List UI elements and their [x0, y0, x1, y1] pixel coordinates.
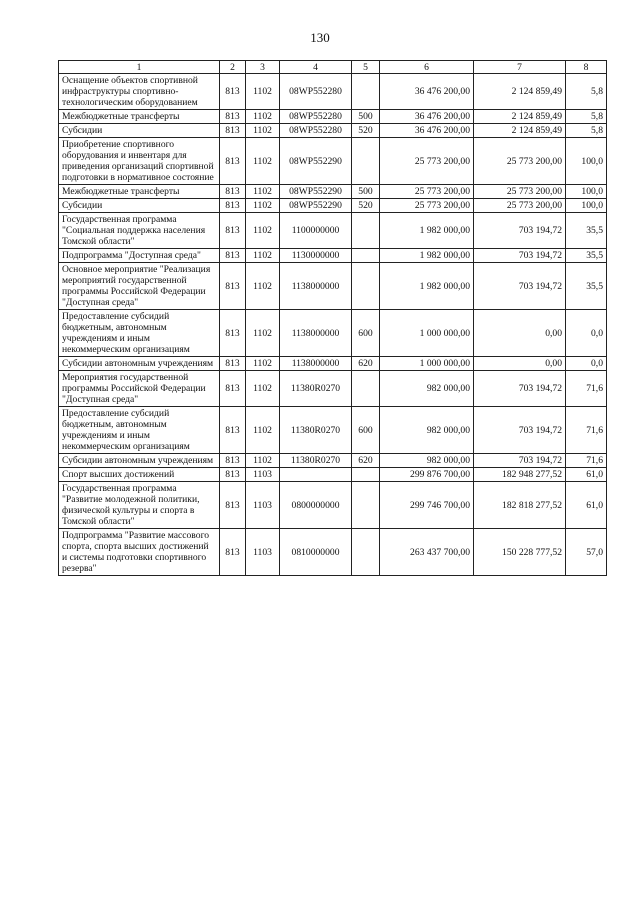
row-plan-amount: 1 982 000,00	[380, 213, 474, 249]
page-number: 130	[310, 30, 330, 45]
table-row	[59, 199, 607, 213]
row-name: Субсидии автономным учреждениям	[59, 454, 220, 468]
row-execution-percent: 61,0	[566, 482, 607, 529]
row-execution-percent: 100,0	[566, 185, 607, 199]
row-name: Субсидии автономным учреждениям	[59, 357, 220, 371]
row-target-code: 08WP552290	[280, 185, 352, 199]
row-actual-amount: 703 194,72	[474, 249, 566, 263]
row-plan-amount: 1 000 000,00	[380, 310, 474, 357]
table-row	[59, 185, 607, 199]
table-row	[59, 110, 607, 124]
row-plan-amount: 299 746 700,00	[380, 482, 474, 529]
row-target-code: 08WP552280	[280, 124, 352, 138]
row-section-code: 1102	[246, 110, 280, 124]
row-section-code: 1103	[246, 529, 280, 576]
row-admin-code: 813	[220, 454, 246, 468]
row-section-code: 1102	[246, 199, 280, 213]
row-target-code: 08WP552280	[280, 74, 352, 110]
row-section-code: 1102	[246, 185, 280, 199]
row-expense-kind: 500	[352, 185, 380, 199]
row-execution-percent: 71,6	[566, 454, 607, 468]
row-expense-kind	[352, 249, 380, 263]
table-row	[59, 310, 607, 357]
table-row	[59, 74, 607, 110]
row-target-code: 08WP552290	[280, 138, 352, 185]
table-row	[59, 468, 607, 482]
row-plan-amount: 982 000,00	[380, 454, 474, 468]
column-header: 6	[380, 61, 474, 74]
row-plan-amount: 1 982 000,00	[380, 263, 474, 310]
row-section-code: 1102	[246, 371, 280, 407]
row-target-code: 11380R0270	[280, 454, 352, 468]
row-execution-percent: 35,5	[566, 263, 607, 310]
row-name: Основное мероприятие "Реализация мероприятий государственной программы Российской Федерации "Доступная среда"	[59, 263, 220, 310]
row-admin-code: 813	[220, 213, 246, 249]
row-admin-code: 813	[220, 185, 246, 199]
row-actual-amount: 2 124 859,49	[474, 110, 566, 124]
table-row	[59, 249, 607, 263]
row-name: Субсидии	[59, 199, 220, 213]
row-section-code: 1102	[246, 249, 280, 263]
row-execution-percent: 57,0	[566, 529, 607, 576]
row-section-code: 1102	[246, 74, 280, 110]
row-expense-kind: 600	[352, 407, 380, 454]
row-admin-code: 813	[220, 249, 246, 263]
column-header: 4	[280, 61, 352, 74]
row-name: Оснащение объектов спортивной инфраструктуры спортивно-технологическим оборудованием	[59, 74, 220, 110]
row-expense-kind	[352, 371, 380, 407]
row-admin-code: 813	[220, 263, 246, 310]
row-plan-amount: 36 476 200,00	[380, 124, 474, 138]
row-section-code: 1102	[246, 310, 280, 357]
row-section-code: 1102	[246, 124, 280, 138]
row-name: Подпрограмма "Развитие массового спорта, спорта высших достижений и системы подготовки спортивного резерва"	[59, 529, 220, 576]
table-row	[59, 124, 607, 138]
row-actual-amount: 703 194,72	[474, 213, 566, 249]
row-target-code: 08WP552280	[280, 110, 352, 124]
row-plan-amount: 36 476 200,00	[380, 74, 474, 110]
row-expense-kind: 500	[352, 110, 380, 124]
column-header: 2	[220, 61, 246, 74]
row-execution-percent: 0,0	[566, 310, 607, 357]
row-actual-amount: 0,00	[474, 310, 566, 357]
row-name: Государственная программа "Социальная поддержка населения Томской области"	[59, 213, 220, 249]
row-admin-code: 813	[220, 310, 246, 357]
row-name: Подпрограмма "Доступная среда"	[59, 249, 220, 263]
table-row	[59, 529, 607, 576]
row-admin-code: 813	[220, 124, 246, 138]
row-plan-amount: 263 437 700,00	[380, 529, 474, 576]
row-expense-kind: 620	[352, 357, 380, 371]
table-row	[59, 407, 607, 454]
row-admin-code: 813	[220, 482, 246, 529]
table-row	[59, 482, 607, 529]
table-row	[59, 138, 607, 185]
column-header: 3	[246, 61, 280, 74]
row-target-code: 1100000000	[280, 213, 352, 249]
row-target-code: 11380R0270	[280, 371, 352, 407]
row-target-code: 1138000000	[280, 357, 352, 371]
row-plan-amount: 299 876 700,00	[380, 468, 474, 482]
row-execution-percent: 61,0	[566, 468, 607, 482]
row-admin-code: 813	[220, 110, 246, 124]
row-section-code: 1102	[246, 138, 280, 185]
row-name: Предоставление субсидий бюджетным, автономным учреждениям и иным некоммерческим организациям	[59, 407, 220, 454]
row-plan-amount: 1 982 000,00	[380, 249, 474, 263]
row-target-code: 1130000000	[280, 249, 352, 263]
row-expense-kind	[352, 213, 380, 249]
row-execution-percent: 71,6	[566, 371, 607, 407]
row-admin-code: 813	[220, 371, 246, 407]
row-actual-amount: 2 124 859,49	[474, 124, 566, 138]
row-execution-percent: 100,0	[566, 138, 607, 185]
row-actual-amount: 703 194,72	[474, 263, 566, 310]
row-admin-code: 813	[220, 199, 246, 213]
header-row	[59, 61, 607, 74]
row-name: Спорт высших достижений	[59, 468, 220, 482]
row-admin-code: 813	[220, 407, 246, 454]
row-section-code: 1103	[246, 482, 280, 529]
row-expense-kind	[352, 263, 380, 310]
table-row	[59, 357, 607, 371]
table-row	[59, 263, 607, 310]
row-actual-amount: 182 818 277,52	[474, 482, 566, 529]
row-actual-amount: 0,00	[474, 357, 566, 371]
row-section-code: 1102	[246, 213, 280, 249]
row-name: Межбюджетные трансферты	[59, 110, 220, 124]
row-admin-code: 813	[220, 468, 246, 482]
row-actual-amount: 25 773 200,00	[474, 185, 566, 199]
row-target-code: 0810000000	[280, 529, 352, 576]
row-execution-percent: 5,8	[566, 124, 607, 138]
row-execution-percent: 5,8	[566, 110, 607, 124]
row-admin-code: 813	[220, 74, 246, 110]
row-plan-amount: 1 000 000,00	[380, 357, 474, 371]
row-section-code: 1102	[246, 454, 280, 468]
row-execution-percent: 5,8	[566, 74, 607, 110]
row-actual-amount: 2 124 859,49	[474, 74, 566, 110]
row-actual-amount: 703 194,72	[474, 371, 566, 407]
row-name: Мероприятия государственной программы Российской Федерации "Доступная среда"	[59, 371, 220, 407]
row-target-code: 0800000000	[280, 482, 352, 529]
row-actual-amount: 25 773 200,00	[474, 138, 566, 185]
row-plan-amount: 25 773 200,00	[380, 199, 474, 213]
row-expense-kind	[352, 74, 380, 110]
table-row	[59, 371, 607, 407]
table-body	[59, 74, 607, 576]
row-execution-percent: 0,0	[566, 357, 607, 371]
row-actual-amount: 182 948 277,52	[474, 468, 566, 482]
row-expense-kind: 520	[352, 199, 380, 213]
row-section-code: 1102	[246, 357, 280, 371]
row-execution-percent: 71,6	[566, 407, 607, 454]
budget-table	[58, 60, 607, 576]
row-plan-amount: 982 000,00	[380, 407, 474, 454]
row-target-code	[280, 468, 352, 482]
row-name: Предоставление субсидий бюджетным, автономным учреждениям и иным некоммерческим организациям	[59, 310, 220, 357]
row-section-code: 1102	[246, 407, 280, 454]
row-admin-code: 813	[220, 138, 246, 185]
row-target-code: 1138000000	[280, 310, 352, 357]
row-admin-code: 813	[220, 357, 246, 371]
row-execution-percent: 35,5	[566, 249, 607, 263]
row-execution-percent: 100,0	[566, 199, 607, 213]
row-name: Приобретение спортивного оборудования и инвентаря для приведения организаций спортивной подготовки в нормативное состояние	[59, 138, 220, 185]
row-expense-kind: 620	[352, 454, 380, 468]
row-expense-kind	[352, 138, 380, 185]
row-target-code: 1138000000	[280, 263, 352, 310]
row-expense-kind	[352, 468, 380, 482]
row-section-code: 1103	[246, 468, 280, 482]
row-name: Государственная программа "Развитие молодежной политики, физической культуры и спорта в Томской области"	[59, 482, 220, 529]
table-row	[59, 454, 607, 468]
row-actual-amount: 703 194,72	[474, 407, 566, 454]
row-actual-amount: 150 228 777,52	[474, 529, 566, 576]
row-target-code: 11380R0270	[280, 407, 352, 454]
row-plan-amount: 25 773 200,00	[380, 185, 474, 199]
column-header: 5	[352, 61, 380, 74]
column-header: 8	[566, 61, 607, 74]
row-section-code: 1102	[246, 263, 280, 310]
row-target-code: 08WP552290	[280, 199, 352, 213]
row-execution-percent: 35,5	[566, 213, 607, 249]
row-expense-kind	[352, 529, 380, 576]
row-actual-amount: 703 194,72	[474, 454, 566, 468]
column-header: 1	[59, 61, 220, 74]
row-plan-amount: 36 476 200,00	[380, 110, 474, 124]
column-header: 7	[474, 61, 566, 74]
row-expense-kind	[352, 482, 380, 529]
row-plan-amount: 982 000,00	[380, 371, 474, 407]
row-admin-code: 813	[220, 529, 246, 576]
row-expense-kind: 600	[352, 310, 380, 357]
row-expense-kind: 520	[352, 124, 380, 138]
row-name: Межбюджетные трансферты	[59, 185, 220, 199]
row-actual-amount: 25 773 200,00	[474, 199, 566, 213]
row-plan-amount: 25 773 200,00	[380, 138, 474, 185]
table-row	[59, 213, 607, 249]
row-name: Субсидии	[59, 124, 220, 138]
